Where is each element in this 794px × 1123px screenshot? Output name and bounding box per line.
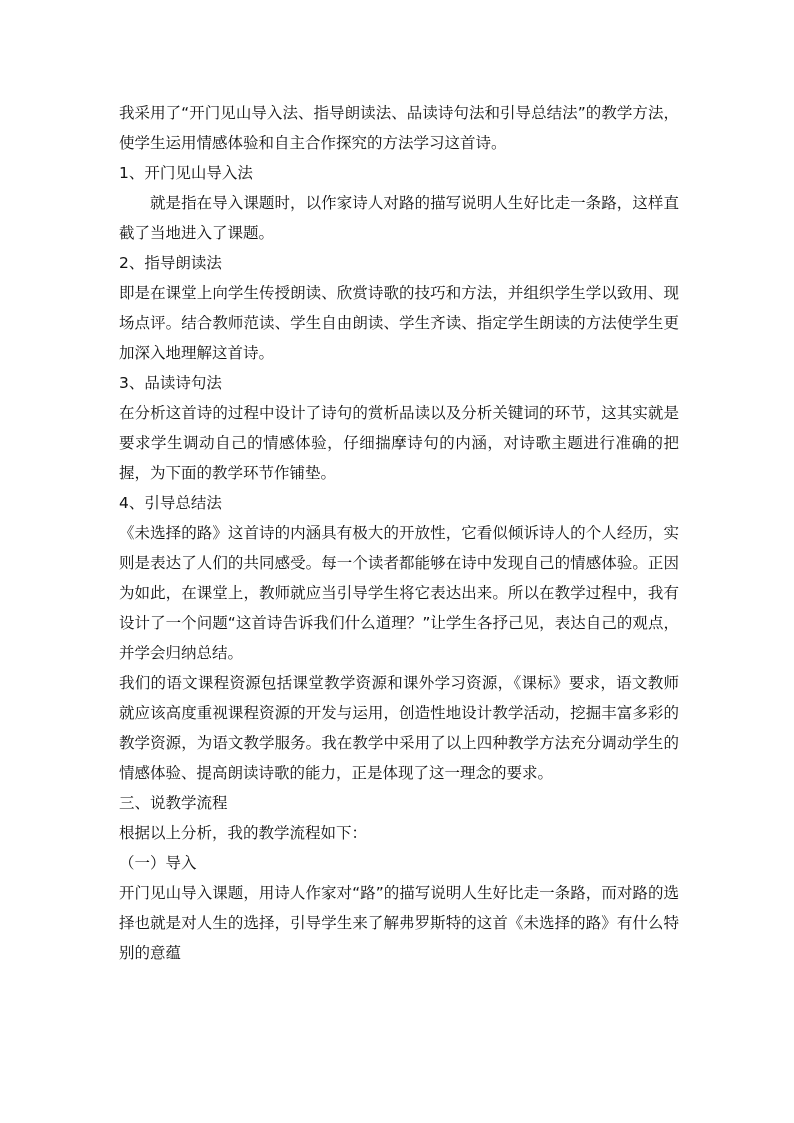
paragraph-method-3: 在分析这首诗的过程中设计了诗句的赏析品读以及分析关键词的环节，这其实就是要求学生调动自己的情感体验，仔细揣摩诗句的内涵，对诗歌主题进行准确的把握，为下面的教学环节作铺垫。 (119, 404, 679, 482)
paragraph-method-2: 即是在课堂上向学生传授朗读、欣赏诗歌的技巧和方法，并组织学生学以致用、现场点评。结合教师范读、学生自由朗读、学生齐读、指定学生朗读的方法使学生更加深入地理解这首诗。 (119, 284, 679, 362)
paragraph-resources: 我们的语文课程资源包括课堂教学资源和课外学习资源，《课标》要求，语文教师就应该高度重视课程资源的开发与运用，创造性地设计教学活动，挖掘丰富多彩的教学资源，为语文教学服务。我在教学中采用了以上四种教学方法充分调动学生的情感体验、提高朗读诗歌的能力，正是体现了这一理念的要求。 (119, 674, 679, 782)
paragraph-lead-in: 开门见山导入课题，用诗人作家对“路”的描写说明人生好比走一条路，而对路的选择也就是对人生的选择，引导学生来了解弗罗斯特的这首《未选择的路》有什么特别的意蕴 (119, 884, 679, 962)
paragraph-intro: 我采用了“开门见山导入法、指导朗读法、品读诗句法和引导总结法”的教学方法，使学生运用情感体验和自主合作探究的方法学习这首诗。 (119, 104, 679, 152)
document-body (119, 98, 679, 968)
paragraph-method-1: 就是指在导入课题时，以作家诗人对路的描写说明人生好比走一条路，这样直截了当地进入了课题。 (119, 194, 679, 242)
heading-subsection-1: （一）导入 (119, 854, 197, 872)
heading-method-1: 1、开门见山导入法 (119, 164, 253, 182)
heading-method-3: 3、品读诗句法 (119, 374, 222, 392)
heading-method-2: 2、指导朗读法 (119, 254, 222, 272)
paragraph-flow-intro: 根据以上分析，我的教学流程如下： (119, 824, 368, 842)
paragraph-method-4: 《未选择的路》这首诗的内涵具有极大的开放性，它看似倾诉诗人的个人经历，实则是表达了人们的共同感受。每一个读者都能够在诗中发现自己的情感体验。正因为如此，在课堂上，教师就应当引导学生将它表达出来。所以在教学过程中，我有设计了一个问题“这首诗告诉我们什么道理？”让学生各抒己见，表达自己的观点，并学会归纳总结。 (119, 524, 679, 662)
heading-method-4: 4、引导总结法 (119, 494, 222, 512)
heading-section-3: 三、说教学流程 (119, 794, 228, 812)
